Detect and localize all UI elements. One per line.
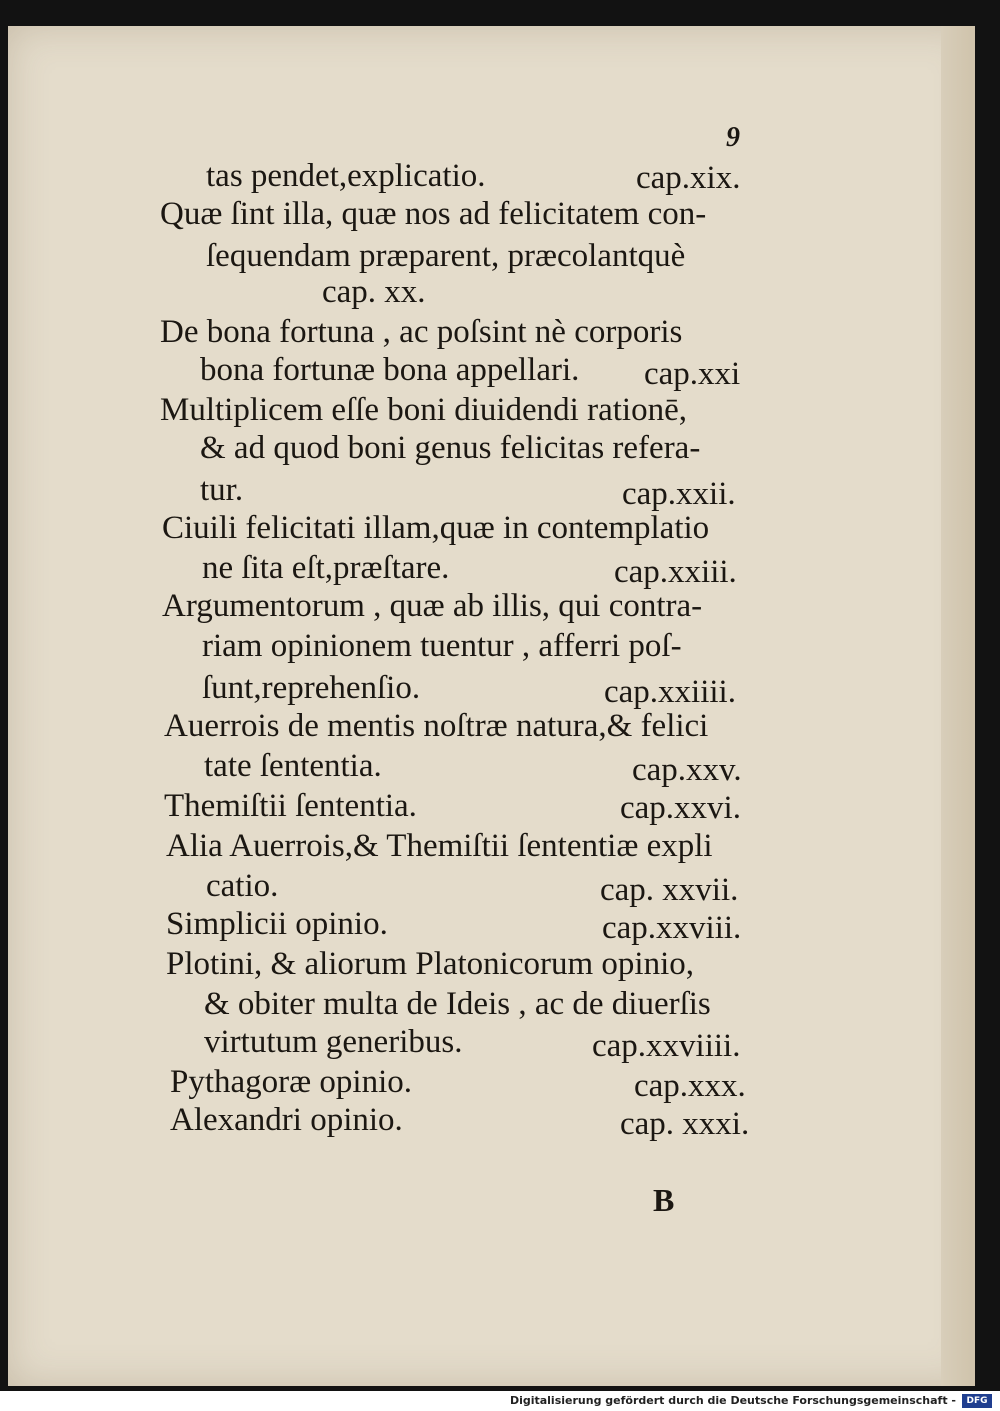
toc-line: Ciuili felicitati illam,quæ in contemplatio [162, 510, 710, 546]
toc-line: Quæ ſint illa, quæ nos ad felicitatem con- [160, 196, 707, 232]
toc-chapter: cap.xxiiii. [604, 674, 736, 710]
toc-line: De bona fortuna , ac poſsint nè corporis [160, 314, 683, 350]
toc-line: Alia Auerrois,& Themiſtii ſententiæ expli [166, 828, 713, 864]
signature-mark: B [653, 1182, 675, 1218]
toc-line: virtutum generibus. [204, 1024, 463, 1060]
toc-line: ſequendam præparent, præcolantquè [206, 238, 686, 274]
toc-chapter: cap.xxii. [622, 476, 736, 512]
toc-line: Themiſtii ſententia. [164, 788, 417, 824]
toc-line: Pythagoræ opinio. [170, 1064, 413, 1100]
page-number: 9 [726, 122, 740, 153]
toc-line: Alexandri opinio. [170, 1102, 403, 1138]
toc-line: catio. [206, 868, 279, 904]
toc-line: Simplicii opinio. [166, 906, 388, 942]
toc-line: bona fortunæ bona appellari. [200, 352, 580, 388]
toc-line: tur. [200, 472, 244, 508]
toc-chapter: cap.xxiii. [614, 554, 737, 590]
toc-line: Auerrois de mentis noſtræ natura,& felici [164, 708, 709, 744]
toc-line: Plotini, & aliorum Platonicorum opinio, [166, 946, 694, 982]
dfg-logo-icon: DFG [962, 1394, 992, 1408]
toc-line: cap. xx. [322, 274, 426, 310]
toc-line: riam opinionem tuentur , afferri poſ- [202, 628, 682, 664]
toc-chapter: cap.xxi [644, 356, 741, 392]
toc-chapter: cap. xxvii. [600, 872, 739, 908]
toc-line: Argumentorum , quæ ab illis, qui contra- [162, 588, 703, 624]
toc-line: ſunt,reprehenſio. [202, 670, 421, 706]
footer-bar [0, 1391, 1000, 1411]
book-page [8, 26, 975, 1386]
footer-credit: Digitalisierung gefördert durch die Deutsche Forschungsgemeinschaft - [509, 1394, 956, 1407]
toc-line: tas pendet,explicatio. [206, 158, 486, 194]
page-edge [941, 26, 975, 1386]
toc-chapter: cap. xxxi. [620, 1106, 750, 1142]
toc-chapter: cap.xxvi. [620, 790, 741, 826]
toc-chapter: cap.xxviii. [602, 910, 742, 946]
toc-chapter: cap.xxviiii. [592, 1028, 741, 1064]
toc-line: & obiter multa de Ideis , ac de diuerſis [204, 986, 711, 1022]
toc-chapter: cap.xix. [636, 160, 741, 196]
toc-line: & ad quod boni genus felicitas refera- [200, 430, 701, 466]
toc-line: tate ſententia. [204, 748, 382, 784]
toc-line: Multiplicem eſſe boni diuidendi rationē, [160, 392, 687, 428]
toc-line: ne ſita eſt,præſtare. [202, 550, 450, 586]
toc-chapter: cap.xxv. [632, 752, 742, 788]
toc-chapter: cap.xxx. [634, 1068, 746, 1104]
